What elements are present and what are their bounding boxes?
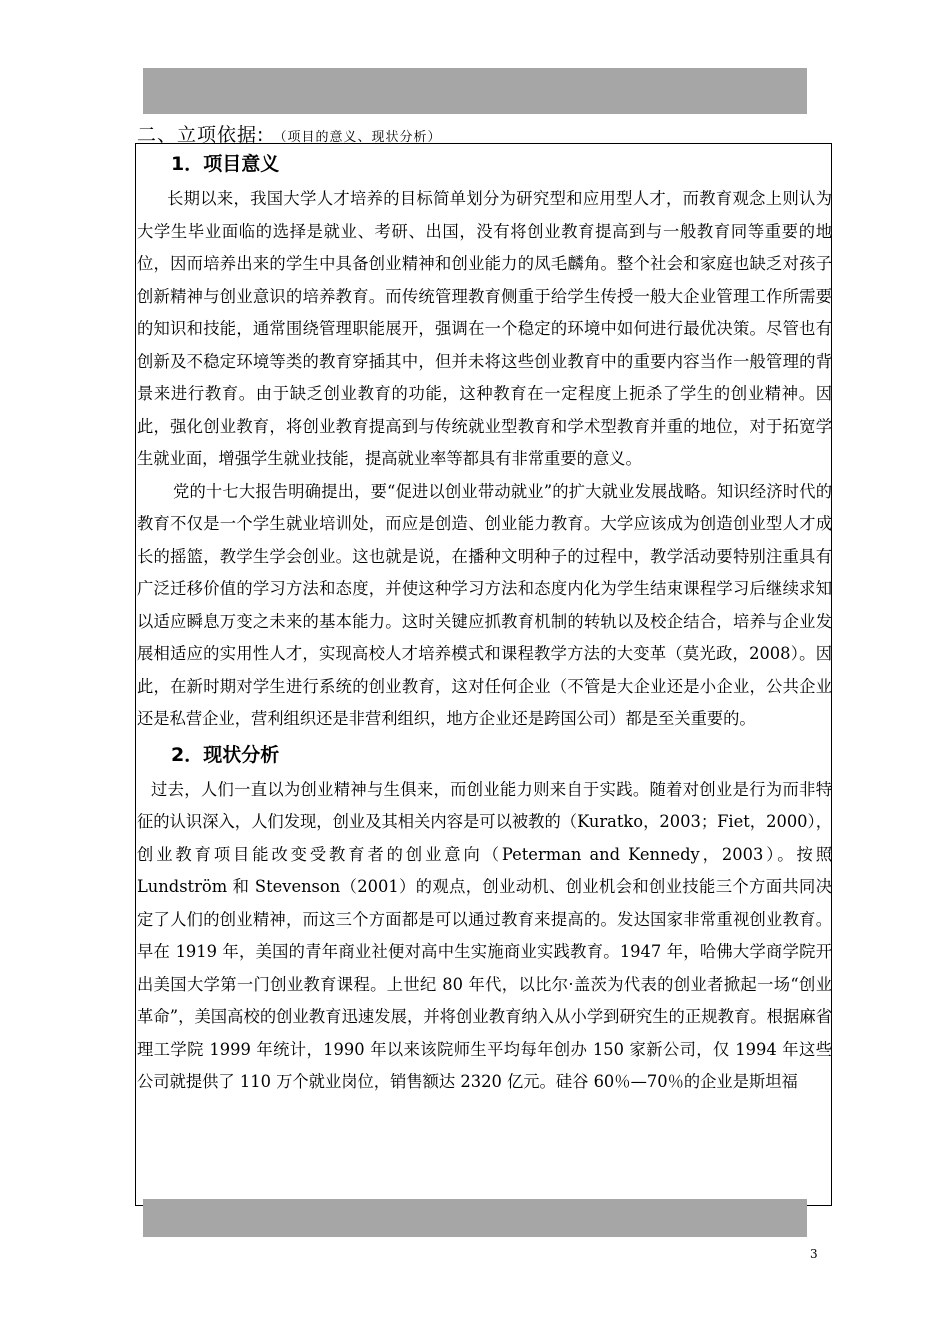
paragraph-significance-1: 长期以来，我国大学人才培养的目标简单划分为研究型和应用型人才，而教育观念上则认为大学生毕业面临的选择是就业、考研、出国，没有将创业教育提高到与一般教育同等重要的地位，因而培养出来的学生中具备创业精神和创业能力的凤毛麟角。整个社会和家庭也缺乏对孩子创新精神与创业意识的培养教育。而传统管理教育侧重于给学生传授一般大企业管理工作所需要的知识和技能，通常围绕管理职能展开，强调在一个稳定的环境中如何进行最优决策。尽管也有创新及不稳定环境等类的教育穿插其中，但并未将这些创业教育中的重要内容当作一般管理的背景来进行教育。由于缺乏创业教育的功能，这种教育在一定程度上扼杀了学生的创业精神。因此，强化创业教育，将创业教育提高到与传统就业型教育和学术型教育并重的地位，对于拓宽学生就业面，增强学生就业技能，提高就业率等都具有非常重要的意义。 [137,189,832,468]
section-title-main: 二、立项依据: [137,124,265,146]
page-number: 3 [810,1247,818,1261]
paragraph-status-1: 过去，人们一直以为创业精神与生俱来，而创业能力则来自于实践。随着对创业是行为而非特征的认识深入，人们发现，创业及其相关内容是可以被教的（Kuratko，2003；Fiet，2000），创业教育项目能改变受教育者的创业意向（Peterman and Kennedy，2003）。按照 Lundström 和 Stevenson（2001）的观点，创业动机、创业机会和创业技能三个方面共同决定了人们的创业精神，而这三个方面都是可以通过教育来提高的。发达国家非常重视创业教育。早在 1919 年，美国的青年商业社便对高中生实施商业实践教育。1947 年，哈佛大学商学院开出美国大学第一门创业教育课程。上世纪 80 年代，以比尔·盖茨为代表的创业者掀起一场“创业革命”，美国高校的创业教育迅速发展，并将创业教育纳入从小学到研究生的正规教育。根据麻省理工学院 1999 年统计，1990 年以来该院师生平均每年创办 150 家新公司，仅 1994 年这些公司就提供了 110 万个就业岗位，销售额达 2320 亿元。硅谷 60％—70％的企业是斯坦福 [137,779,832,1091]
header-bar [143,68,807,114]
footer-bar [143,1199,807,1237]
paragraph-significance-2: 党的十七大报告明确提出，要“促进以创业带动就业”的扩大就业发展战略。知识经济时代的教育不仅是一个学生就业培训处，而应是创造、创业能力教育。大学应该成为创造创业型人才成长的摇篮，教学生学会创业。这也就是说，在播种文明种子的过程中，教学活动要特别注重具有广泛迁移价值的学习方法和态度，并使这种学习方法和态度内化为学生结束课程学习后继续求知以适应瞬息万变之未来的基本能力。这时关键应抓教育机制的转轨以及校企结合，培养与企业发展相适应的实用性人才，实现高校人才培养模式和课程教学方法的大变革（莫光政，2008）。因此，在新时期对学生进行系统的创业教育，这对任何企业（不管是大企业还是小企业，公共企业还是私营企业，营利组织还是非营利组织，地方企业还是跨国公司）都是至关重要的。 [137,481,832,728]
section-title [137,120,442,144]
section-title-subtitle: （项目的意义、现状分析） [273,130,442,145]
heading-project-significance: 1．项目意义 [171,153,280,175]
document-body [137,145,832,1099]
heading-status-analysis: 2．现状分析 [171,743,280,766]
